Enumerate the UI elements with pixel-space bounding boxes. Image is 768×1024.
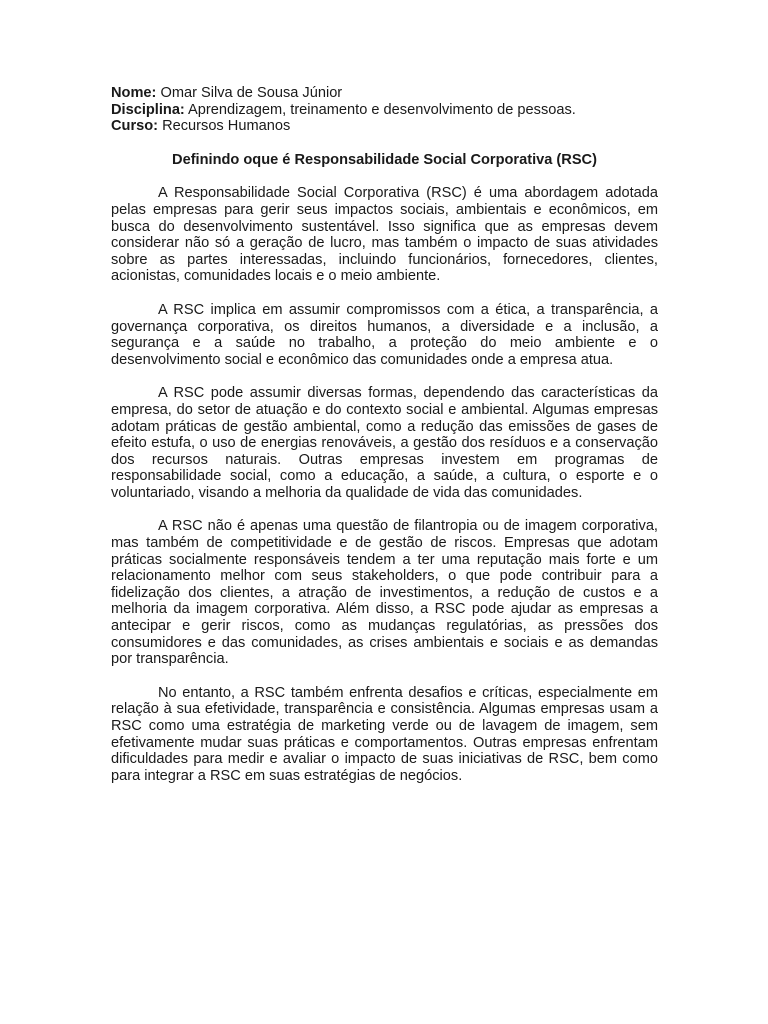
course-name: Recursos Humanos [162,118,291,135]
course-label: Curso: [111,118,159,135]
document-title: Definindo oque é Responsabilidade Social Corporativa (RSC) [172,151,597,168]
paragraph-2: A RSC implica em assumir compromissos com a ética, a transparência, a governança corporativa, os direitos humanos, a diversidade e a inclusão, a segurança e a saúde no trabalho, a proteção do meio ambiente e o desenvolvimento social e econômico das comunidades onde a empresa atua. [111,301,658,368]
paragraph-5: No entanto, a RSC também enfrenta desafios e críticas, especialmente em relação à sua efetividade, transparência e consistência. Algumas empresas usam a RSC como uma estratégia de marketing verde ou de lavagem de imagem, sem efetivamente mudar suas práticas e comportamentos. Outras empresas enfrentam dificuldades para medir e avaliar o impacto de suas iniciativas de RSC, bem como para integrar a RSC em suas estratégias de negócios. [111,684,658,784]
student-name-line [111,85,658,102]
paragraph-4: A RSC não é apenas uma questão de filantropia ou de imagem corporativa, mas também de competitividade e de gestão de riscos. Empresas que adotam práticas socialmente responsáveis tendem a ter uma reputação mais forte e um relacionamento melhor com seus stakeholders, o que pode contribuir para a fidelização dos clientes, a atração de investimentos, a redução de custos e a melhoria da imagem corporativa. Além disso, a RSC pode ajudar as empresas a antecipar e gerir riscos, como as mudanças regulatórias, as pressões dos consumidores e das comunidades, as crises ambientais e sociais e as demandas por transparência. [111,518,658,668]
paragraph-3: A RSC pode assumir diversas formas, dependendo das características da empresa, do setor de atuação e do contexto social e ambiental. Algumas empresas adotam práticas de gestão ambiental, como a redução das emissões de gases de efeito estufa, o uso de energias renováveis, a gestão dos resíduos e a conservação dos recursos naturais. Outras empresas investem em programas de responsabilidade social, como a educação, a saúde, a cultura, o esporte e o voluntariado, visando a melhoria da qualidade de vida das comunidades. [111,385,658,501]
discipline-name: Aprendizagem, treinamento e desenvolvimento de pessoas. [188,101,576,118]
document-page [111,85,658,784]
name-label: Nome: [111,85,157,101]
course-line [111,118,658,135]
paragraph-1: A Responsabilidade Social Corporativa (RSC) é uma abordagem adotada pelas empresas para gerir seus impactos sociais, ambientais e econômicos, em busca do desenvolvimento sustentável. Isso significa que as empresas devem considerar não só a geração de lucro, mas também o impacto de suas atividades sobre as partes interessadas, incluindo funcionários, fornecedores, clientes, acionistas, comunidades locais e o meio ambiente. [111,185,658,285]
discipline-line [111,102,658,119]
discipline-label: Disciplina: [111,101,185,118]
student-name: Omar Silva de Sousa Júnior [160,85,343,101]
